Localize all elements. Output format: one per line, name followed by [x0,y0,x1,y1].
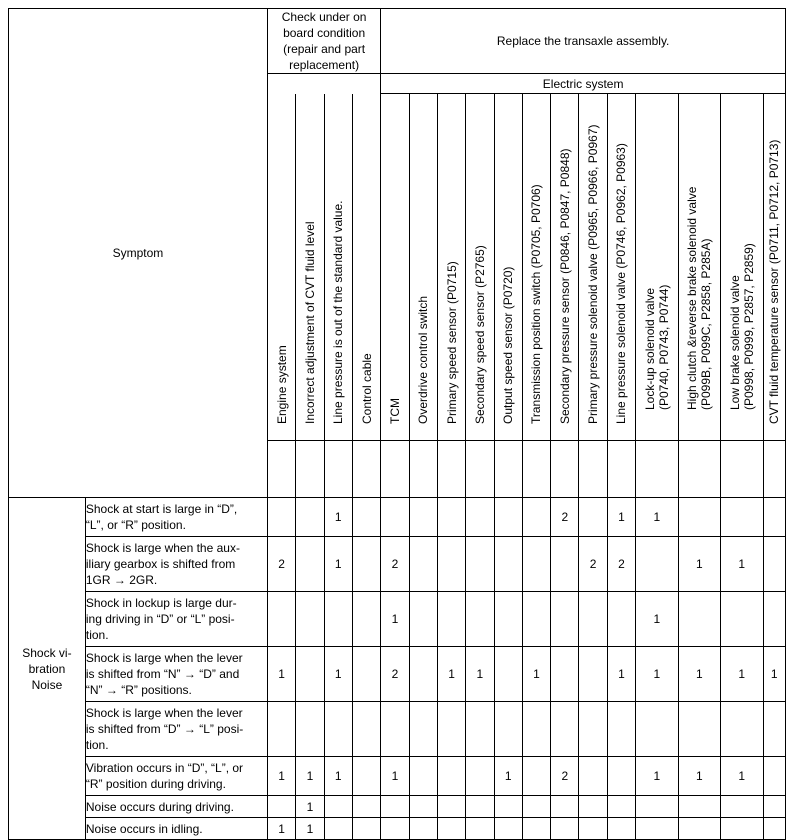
diagnosis-table-wrapper [8,8,786,840]
column-header-label [586,125,600,425]
value-cell [721,702,763,757]
value-cell [678,592,720,647]
column-header-line: Primary pressure solenoid valve (P0965, P0966, P0967) [586,124,601,424]
value-cell [522,818,550,840]
column-header-label [275,345,289,424]
value-cell [579,818,607,840]
value-cell [296,498,324,537]
value-cell [381,796,409,818]
value-cell [607,757,635,796]
symptom-text-line: Shock at start is large in “D”, [85,502,238,516]
column-spacer-cell [267,441,295,498]
value-cell: 1 [296,818,324,840]
column-header-6 [437,94,465,441]
symptom-cell [85,757,267,796]
value-cell [721,818,763,840]
value-cell: 1 [267,647,295,702]
value-cell [579,796,607,818]
value-cell [494,498,522,537]
value-cell: 1 [721,757,763,796]
symptom-text-line: Shock is large when the aux- [85,541,240,555]
column-header-16 [763,94,785,441]
value-cell: 1 [381,592,409,647]
value-cell [381,702,409,757]
value-cell: 2 [607,537,635,592]
column-spacer-cell [409,441,437,498]
value-cell: 1 [763,647,785,702]
value-cell [607,592,635,647]
column-header-line: TCM [387,398,402,424]
table-row [9,592,786,647]
value-cell: 1 [636,498,678,537]
value-cell [409,757,437,796]
value-cell: 1 [494,757,522,796]
value-cell [437,796,465,818]
symptom-text-line: Vibration occurs in “D”, “L”, or [85,761,244,775]
value-cell [763,818,785,840]
value-cell: 1 [324,757,352,796]
table-row [9,537,786,592]
value-cell [267,796,295,818]
column-header-line: Line pressure is out of the standard value. [331,200,346,424]
column-spacer-cell [437,441,465,498]
value-cell [763,537,785,592]
value-cell [636,818,678,840]
value-cell [579,647,607,702]
group-board-header: Check under on board condition (repair and part replacement) [267,9,380,74]
value-cell: 1 [324,537,352,592]
value-cell: 2 [551,757,579,796]
value-cell [352,647,380,702]
column-header-12 [607,94,635,441]
symptom-text-line: Shock is large when the lever [85,706,243,720]
value-cell [678,796,720,818]
column-header-4 [381,94,409,441]
column-header-2 [324,94,352,441]
value-cell [636,796,678,818]
value-cell [296,702,324,757]
symptom-cell [85,796,267,818]
value-cell: 1 [522,647,550,702]
value-cell [551,796,579,818]
value-cell [494,818,522,840]
value-cell: 2 [381,537,409,592]
value-cell [579,702,607,757]
column-header-line: High clutch &reverse brake solenoid valve [685,186,700,410]
column-spacer-cell [763,441,785,498]
table-row [9,647,786,702]
column-header-label [331,200,345,423]
value-cell [579,757,607,796]
symptom-cell [85,647,267,702]
column-header-9 [522,94,550,441]
value-cell [352,818,380,840]
column-header-label [416,296,430,424]
symptom-text-line: “L”, or “R” position. [85,518,186,532]
symptom-cell [85,498,267,537]
column-header-14 [678,94,720,441]
value-cell [551,818,579,840]
value-cell [352,757,380,796]
column-header-7 [466,94,494,441]
value-cell [721,592,763,647]
value-cell [494,647,522,702]
column-spacer-cell [607,441,635,498]
value-cell [494,537,522,592]
column-header-line: Secondary speed sensor (P2765) [472,245,487,424]
value-cell [522,702,550,757]
column-header-label [473,245,487,424]
value-cell: 1 [636,647,678,702]
value-cell [409,647,437,702]
column-header-line: Overdrive control switch [416,295,431,424]
column-header-label [388,398,402,424]
category-label: bration [28,661,66,676]
value-cell [721,498,763,537]
value-cell [763,498,785,537]
column-header-label [614,143,628,424]
column-header-label [685,187,713,410]
value-cell [409,702,437,757]
value-cell: 1 [678,647,720,702]
column-spacer-cell [352,441,380,498]
value-cell [267,498,295,537]
table-row [9,757,786,796]
value-cell [409,537,437,592]
symptom-text-line: tion. [85,738,109,752]
value-cell [678,702,720,757]
column-header-line: (P0740, P0743, P0744) [656,284,671,410]
symptom-text-line: 1GR → 2GR. [85,573,158,587]
value-cell [352,702,380,757]
column-spacer-cell [551,441,579,498]
value-cell [324,796,352,818]
symptom-text-line: tion. [85,628,109,642]
column-header-label [360,353,374,424]
value-cell: 2 [267,537,295,592]
column-header-line: Low brake solenoid valve [727,275,742,410]
table-row [9,498,786,537]
value-cell [352,498,380,537]
value-cell [522,796,550,818]
value-cell: 1 [296,757,324,796]
symptom-cell [85,537,267,592]
symptom-text-line: Shock is large when the lever [85,651,243,665]
value-cell [551,702,579,757]
column-header-label [767,140,781,424]
category-label: Shock vi- [22,645,72,660]
value-cell [466,702,494,757]
value-cell: 1 [636,592,678,647]
column-spacer-cell [579,441,607,498]
value-cell [494,592,522,647]
value-cell: 1 [324,498,352,537]
symptom-text-line: “R” position during driving. [85,777,226,791]
value-cell [579,592,607,647]
symptom-text-line: Noise occurs in idling. [85,821,203,836]
value-cell: 1 [678,757,720,796]
category-label: Noise [31,677,63,692]
column-spacer-cell [324,441,352,498]
value-cell [409,796,437,818]
symptom-text-line: Shock in lockup is large dur- [85,596,237,610]
column-spacer-cell [381,441,409,498]
value-cell [352,592,380,647]
column-header-line: Engine system [274,345,289,424]
value-cell [352,796,380,818]
column-header-label [643,285,671,410]
value-cell [607,702,635,757]
symptom-text-line: iliary gearbox is shifted from [85,557,236,571]
value-cell [437,818,465,840]
value-cell [437,537,465,592]
column-header-0 [267,94,295,441]
value-cell [721,796,763,818]
column-header-line: Output speed sensor (P0720) [501,266,516,424]
value-cell [381,498,409,537]
value-cell [763,757,785,796]
value-cell: 1 [607,647,635,702]
value-cell [324,702,352,757]
column-header-13 [636,94,678,441]
symptom-text-line: “N” → “R” positions. [85,683,192,697]
value-cell [381,818,409,840]
value-cell [409,498,437,537]
electric-system-header: Electric system [381,74,786,94]
value-cell [522,757,550,796]
table-row [9,702,786,757]
column-spacer-cell [494,441,522,498]
column-header-label [501,267,515,424]
column-spacer-cell [721,441,763,498]
symptom-cell [85,702,267,757]
value-cell [437,702,465,757]
column-spacer-cell [296,441,324,498]
value-cell [267,702,295,757]
column-spacer-cell [636,441,678,498]
column-header-1 [296,94,324,441]
column-header-3 [352,94,380,441]
value-cell: 1 [721,537,763,592]
table-row [9,796,786,818]
value-cell [763,702,785,757]
value-cell [678,818,720,840]
value-cell: 2 [551,498,579,537]
value-cell [522,592,550,647]
column-header-line: Transmission position switch (P0705, P0706) [529,184,544,424]
value-cell [352,537,380,592]
value-cell: 1 [267,818,295,840]
value-cell: 1 [267,757,295,796]
value-cell [763,796,785,818]
value-cell [437,592,465,647]
value-cell [636,537,678,592]
symptom-text-line: Noise occurs during driving. [85,799,234,814]
value-cell: 1 [381,757,409,796]
value-cell: 1 [607,498,635,537]
table-row [9,818,786,840]
column-spacer-cell [466,441,494,498]
column-header-line: (P099B, P099C, P2858, P285A) [699,238,714,410]
symptom-cell [85,592,267,647]
value-cell: 1 [636,757,678,796]
symptom-text-line: is shifted from “N” → “D” and [85,667,240,681]
column-header-line: Line pressure solenoid valve (P0746, P0962, P0963) [614,143,629,424]
value-cell [466,818,494,840]
value-cell [763,592,785,647]
column-header-15 [721,94,763,441]
value-cell [409,818,437,840]
value-cell [409,592,437,647]
value-cell [466,498,494,537]
value-cell [522,537,550,592]
value-cell [324,818,352,840]
value-cell: 1 [678,537,720,592]
column-header-line: Primary speed sensor (P0715) [444,261,459,424]
value-cell [678,498,720,537]
value-cell [466,796,494,818]
value-cell [607,818,635,840]
symptom-header: Symptom [9,9,268,498]
value-cell [437,757,465,796]
column-header-label [445,261,459,424]
column-header-11 [579,94,607,441]
value-cell: 2 [579,537,607,592]
column-header-line: Secondary pressure sensor (P0846, P0847, P0848) [557,148,572,424]
value-cell: 2 [381,647,409,702]
value-cell [607,796,635,818]
value-cell: 1 [324,647,352,702]
column-header-5 [409,94,437,441]
column-header-line: CVT fluid temperature sensor (P0711, P0712, P0713) [767,139,782,424]
value-cell [551,592,579,647]
value-cell: 1 [721,647,763,702]
column-header-line: (P0998, P0999, P2857, P2859) [741,243,756,410]
column-header-label [303,221,317,424]
value-cell [579,498,607,537]
value-cell [494,796,522,818]
value-cell [437,498,465,537]
value-cell [551,537,579,592]
value-cell [466,537,494,592]
value-cell [522,498,550,537]
column-header-10 [551,94,579,441]
column-header-label [728,243,756,410]
column-header-line: Incorrect adjustment of CVT fluid level [302,221,317,424]
column-header-label [529,184,543,424]
diagnosis-table [8,8,786,840]
value-cell [494,702,522,757]
value-cell: 1 [296,796,324,818]
value-cell [466,757,494,796]
value-cell [636,702,678,757]
column-header-label [558,148,572,424]
column-spacer-cell [678,441,720,498]
symptom-text-line: ing driving in “D” or “L” posi- [85,612,235,626]
value-cell [267,592,295,647]
value-cell [324,592,352,647]
value-cell [551,647,579,702]
column-header-line: Control cable [359,353,374,424]
column-spacer-cell [522,441,550,498]
value-cell [296,592,324,647]
value-cell [296,647,324,702]
value-cell: 1 [466,647,494,702]
value-cell [466,592,494,647]
symptom-text-line: is shifted from “D” → “L” posi- [85,722,244,736]
board-sub-blank [267,74,380,94]
column-header-8 [494,94,522,441]
value-cell [296,537,324,592]
symptom-cell [85,818,267,840]
group-transaxle-header: Replace the transaxle assembly. [381,9,786,74]
category-cell [9,498,86,840]
value-cell: 1 [437,647,465,702]
column-header-line: Lock-up solenoid valve [642,287,657,410]
